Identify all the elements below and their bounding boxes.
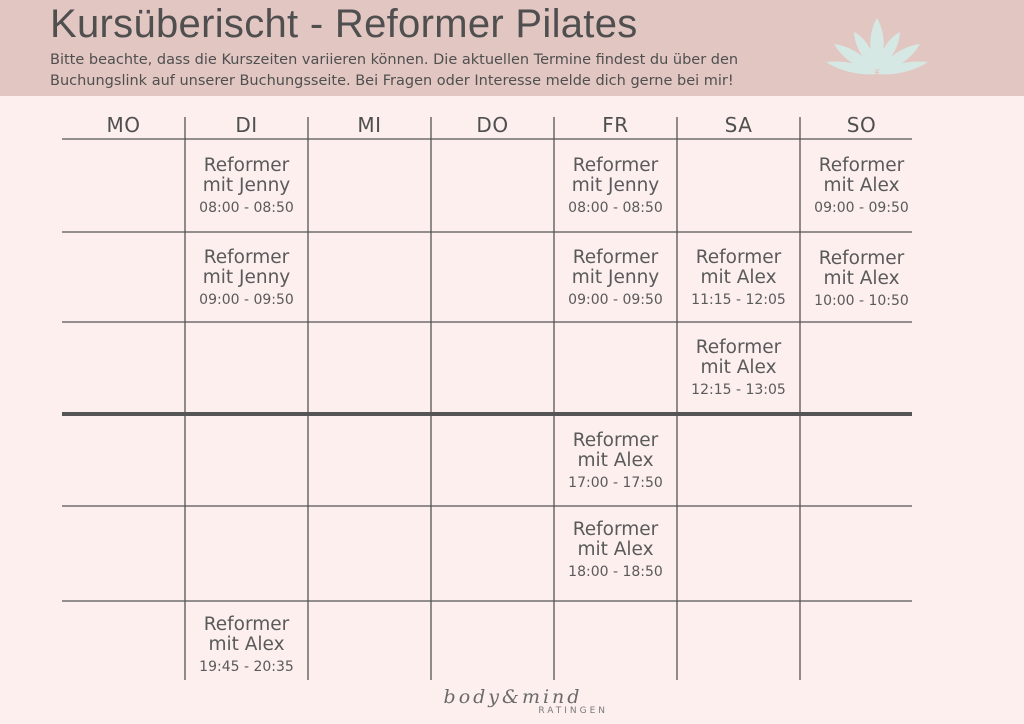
class-time: 09:00 - 09:50 (814, 200, 909, 216)
class-instructor: mit Alex (700, 357, 777, 378)
class-instructor: mit Alex (700, 267, 777, 288)
day-header-mo: MO (106, 113, 141, 137)
class-time: 18:00 - 18:50 (568, 564, 663, 580)
day-header-do: DO (476, 113, 509, 137)
logo-subtitle: RATINGEN (538, 706, 608, 716)
class-time: 09:00 - 09:50 (199, 292, 294, 308)
class-name: Reformer (572, 430, 659, 451)
day-header-sa: SA (724, 113, 753, 137)
class-time: 10:00 - 10:50 (814, 293, 909, 309)
day-header-mi: MI (357, 113, 382, 137)
class-entry (677, 248, 800, 308)
class-time: 17:00 - 17:50 (568, 475, 663, 491)
class-name: Reformer (818, 248, 905, 269)
class-entry (554, 156, 677, 216)
class-entry (800, 249, 923, 309)
class-name: Reformer (818, 155, 905, 176)
class-instructor: mit Alex (577, 539, 654, 560)
class-name: Reformer (695, 337, 782, 358)
class-instructor: mit Jenny (202, 267, 291, 288)
logo-script: body&mind (443, 686, 583, 708)
class-entry (554, 248, 677, 308)
brand-logo (418, 686, 608, 722)
class-time: 08:00 - 08:50 (199, 200, 294, 216)
class-time: 09:00 - 09:50 (568, 292, 663, 308)
class-name: Reformer (203, 247, 290, 268)
class-time: 08:00 - 08:50 (568, 200, 663, 216)
class-entry (677, 338, 800, 398)
class-name: Reformer (203, 155, 290, 176)
class-time: 19:45 - 20:35 (199, 659, 294, 675)
class-name: Reformer (572, 247, 659, 268)
class-entry (185, 615, 308, 675)
class-entry (554, 431, 677, 491)
class-instructor: mit Alex (823, 175, 900, 196)
class-name: Reformer (572, 519, 659, 540)
class-entry (554, 520, 677, 580)
class-instructor: mit Jenny (202, 175, 291, 196)
class-entry (185, 156, 308, 216)
class-entry (185, 248, 308, 308)
class-instructor: mit Alex (208, 634, 285, 655)
day-header-fr: FR (602, 113, 629, 137)
day-header-so: SO (846, 113, 877, 137)
day-header-di: DI (235, 113, 258, 137)
class-time: 12:15 - 13:05 (691, 382, 786, 398)
class-instructor: mit Alex (577, 450, 654, 471)
class-entry (800, 156, 923, 216)
page-subtitle: Bitte beachte, dass die Kurszeiten variieren können. Die aktuellen Termine findest du über den Buchungslink auf unserer Buchungsseite. Bei Fragen oder Interesse melde dich gerne bei mir! (50, 52, 739, 89)
class-time: 11:15 - 12:05 (691, 292, 786, 308)
class-name: Reformer (203, 614, 290, 635)
class-instructor: mit Alex (823, 268, 900, 289)
class-instructor: mit Jenny (571, 267, 660, 288)
class-name: Reformer (572, 155, 659, 176)
page-title: Kursüberischt - Reformer Pilates (50, 2, 638, 46)
class-instructor: mit Jenny (571, 175, 660, 196)
class-name: Reformer (695, 247, 782, 268)
